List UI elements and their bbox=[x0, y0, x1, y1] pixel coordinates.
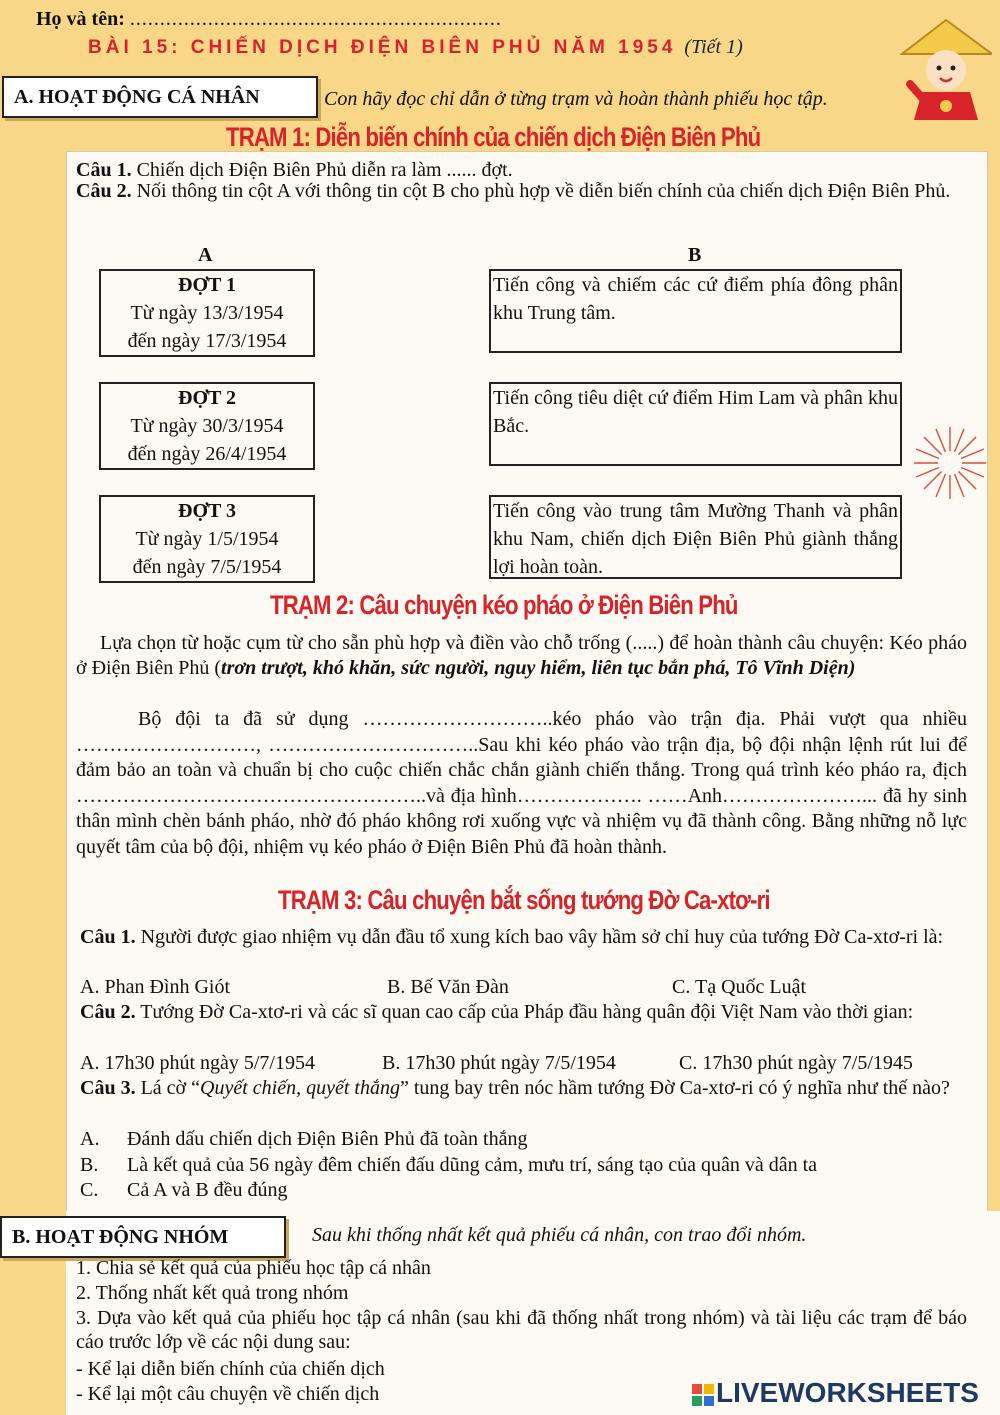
name-label: Họ và tên: bbox=[36, 8, 125, 30]
section-b-title: B. HOẠT ĐỘNG NHÓM bbox=[0, 1216, 286, 1258]
phase-title: ĐỢT 3 bbox=[178, 500, 236, 522]
option-text: Là kết quả của 56 ngày đêm chiến đấu dũng cảm, mưu trí, sáng tạo của quân và dân ta bbox=[127, 1154, 818, 1176]
firework-icon bbox=[912, 425, 988, 501]
station-1-question-2 bbox=[76, 180, 973, 202]
question-text: Tướng Đờ Ca-xtơ-ri và các sĩ quan cao cấp của Pháp đầu hàng quân đội Việt Nam vào thời gian: bbox=[135, 1001, 914, 1023]
word-bank: trơn trượt, khó khăn, sức người, nguy hiểm, liên tục bắn phá, Tô Vĩnh Diện) bbox=[221, 657, 856, 679]
phase-title: ĐỢT 1 bbox=[178, 274, 236, 296]
lesson-part: (Tiết 1) bbox=[684, 36, 743, 58]
section-b-instruction: Sau khi thống nhất kết quả phiếu cá nhân, con trao đổi nhóm. bbox=[312, 1224, 807, 1246]
lesson-title-text: BÀI 15: CHIẾN DỊCH ĐIỆN BIÊN PHỦ NĂM 1954 bbox=[88, 37, 677, 58]
phase-from: Từ ngày 30/3/1954 bbox=[130, 415, 284, 437]
question-text: Người được giao nhiệm vụ dẫn đầu tổ xung kích bao vây hầm sở chỉ huy của tướng Đờ Ca-xtơ-ri là: bbox=[135, 926, 944, 948]
option-letter: A. bbox=[80, 1128, 100, 1150]
column-a-header: A bbox=[198, 244, 213, 266]
phase-to: đến ngày 26/4/1954 bbox=[127, 443, 287, 465]
phase-from: Từ ngày 1/5/1954 bbox=[135, 528, 279, 550]
answer-option[interactable]: B. 17h30 phút ngày 7/5/1954 bbox=[382, 1052, 616, 1074]
instruction-text: Lựa chọn từ hoặc cụm từ cho sẵn phù hợp và điền vào chỗ trống (.....) để hoàn thành câu chuyện: Kéo pháo ở Điện Biên Phủ ( bbox=[76, 632, 967, 679]
section-a-title: A. HOẠT ĐỘNG CÁ NHÂN bbox=[2, 76, 318, 118]
group-task: - Kể lại một câu chuyện về chiến dịch bbox=[76, 1383, 380, 1405]
column-b-header: B bbox=[688, 244, 702, 266]
station-2-instruction bbox=[76, 631, 967, 681]
phase-to: đến ngày 17/3/1954 bbox=[127, 330, 287, 352]
answer-option[interactable]: C. 17h30 phút ngày 7/5/1945 bbox=[679, 1052, 913, 1074]
question-label: Câu 1. bbox=[76, 159, 132, 181]
liveworksheets-icon bbox=[692, 1384, 714, 1406]
column-a-item[interactable] bbox=[99, 269, 315, 357]
logo-text: LIVEWORKSHEETS bbox=[716, 1377, 979, 1408]
answer-option[interactable]: B. Bế Văn Đàn bbox=[387, 976, 509, 998]
group-task: 2. Thống nhất kết quả trong nhóm bbox=[76, 1282, 349, 1304]
question-text: Lá cờ “ bbox=[135, 1077, 201, 1099]
station-2-story[interactable]: Bộ đội ta đã sử dụng ………………………..kéo pháo vào trận địa. Phải vượt qua nhiều ………………………, …………………………..Sau khi kéo pháo vào trận địa, bộ đội nhận lệnh rút lui để đảm bảo an toàn và chuẩn bị cho cuộc chiến chắc chắn giành chiến thắng. Trong quá trình kéo pháo ra, địch ……………………………………………..và địa hình………………. ……Anh…………………... đã hy sinh thân mình chèn bánh pháo, nhờ đó pháo không rơi xuống vực và nhiệm vụ đã thành công. Bằng những nỗ lực quyết tâm của bộ đội, nhiệm vụ kéo pháo ở Điện Biên Phủ đã hoàn thành. bbox=[76, 708, 967, 858]
option-letter: C. bbox=[80, 1179, 99, 1201]
station-3-question-1 bbox=[80, 925, 968, 949]
phase-to: đến ngày 7/5/1954 bbox=[132, 556, 282, 578]
option-text: Cả A và B đều đúng bbox=[127, 1179, 288, 1201]
group-task: 3. Dựa vào kết quả của phiếu học tập cá nhân (sau khi đã thống nhất trong nhóm) và tài liệu các trạm để báo cáo trước lớp về các nội dung sau: bbox=[76, 1307, 967, 1353]
column-b-item[interactable]: Tiến công và chiếm các cứ điểm phía đông phân khu Trung tâm. bbox=[489, 269, 902, 353]
group-task: - Kể lại diễn biến chính của chiến dịch bbox=[76, 1358, 385, 1380]
answer-option[interactable] bbox=[80, 1153, 970, 1177]
station-3-question-3 bbox=[80, 1076, 968, 1100]
station-1-question-1 bbox=[76, 158, 976, 182]
student-name-line[interactable] bbox=[36, 8, 502, 31]
mascot-icon bbox=[900, 14, 992, 120]
phase-title: ĐỢT 2 bbox=[178, 387, 236, 409]
answer-option[interactable] bbox=[80, 1178, 970, 1202]
section-a-instruction: Con hãy đọc chỉ dẫn ở từng trạm và hoàn thành phiếu học tập. bbox=[324, 88, 828, 110]
question-label: Câu 3. bbox=[80, 1077, 136, 1099]
question-text: Chiến dịch Điện Biên Phủ diễn ra làm ...... đợt. bbox=[131, 159, 513, 181]
question-label: Câu 1. bbox=[80, 926, 136, 948]
option-letter: B. bbox=[80, 1154, 99, 1176]
column-b-item[interactable]: Tiến công tiêu diệt cứ điểm Him Lam và phân khu Bắc. bbox=[489, 382, 902, 466]
answer-option[interactable] bbox=[80, 1127, 970, 1151]
question-label: Câu 2. bbox=[76, 180, 132, 202]
column-a-item[interactable] bbox=[99, 382, 315, 470]
station-1-title: TRẠM 1: Diễn biến chính của chiến dịch Điện Biên Phủ bbox=[226, 122, 761, 152]
station-3-title: TRẠM 3: Câu chuyện bắt sống tướng Đờ Ca-xtơ-ri bbox=[278, 885, 770, 915]
name-blank[interactable]: .............................................................. bbox=[129, 8, 502, 30]
phase-from: Từ ngày 13/3/1954 bbox=[130, 302, 284, 324]
answer-option[interactable]: A. 17h30 phút ngày 5/7/1954 bbox=[80, 1052, 315, 1074]
station-3-question-2 bbox=[80, 1000, 968, 1024]
group-task: 1. Chia sẻ kết quả của phiếu học tập cá nhân bbox=[76, 1257, 431, 1279]
flag-slogan: Quyết chiến, quyết thắng bbox=[200, 1077, 400, 1099]
option-text: Đánh dấu chiến dịch Điện Biên Phủ đã toàn thắng bbox=[127, 1128, 528, 1150]
station-2-title: TRẠM 2: Câu chuyện kéo pháo ở Điện Biên Phủ bbox=[270, 590, 738, 620]
question-text: Nối thông tin cột A với thông tin cột B cho phù hợp về diễn biến chính của chiến dịch Điện Biên Phủ. bbox=[131, 180, 951, 202]
column-a-item[interactable] bbox=[99, 495, 315, 583]
question-label: Câu 2. bbox=[80, 1001, 136, 1023]
column-b-item[interactable]: Tiến công vào trung tâm Mường Thanh và phân khu Nam, chiến dịch Điện Biên Phủ giành thắng lợi hoàn toàn. bbox=[489, 495, 902, 579]
answer-option[interactable]: A. Phan Đình Giót bbox=[80, 976, 230, 998]
liveworksheets-logo[interactable] bbox=[692, 1377, 979, 1409]
lesson-title bbox=[88, 36, 743, 59]
question-text: ” tung bay trên nóc hầm tướng Đờ Ca-xtơ-ri có ý nghĩa như thế nào? bbox=[399, 1077, 950, 1099]
answer-option[interactable]: C. Tạ Quốc Luật bbox=[672, 976, 807, 998]
